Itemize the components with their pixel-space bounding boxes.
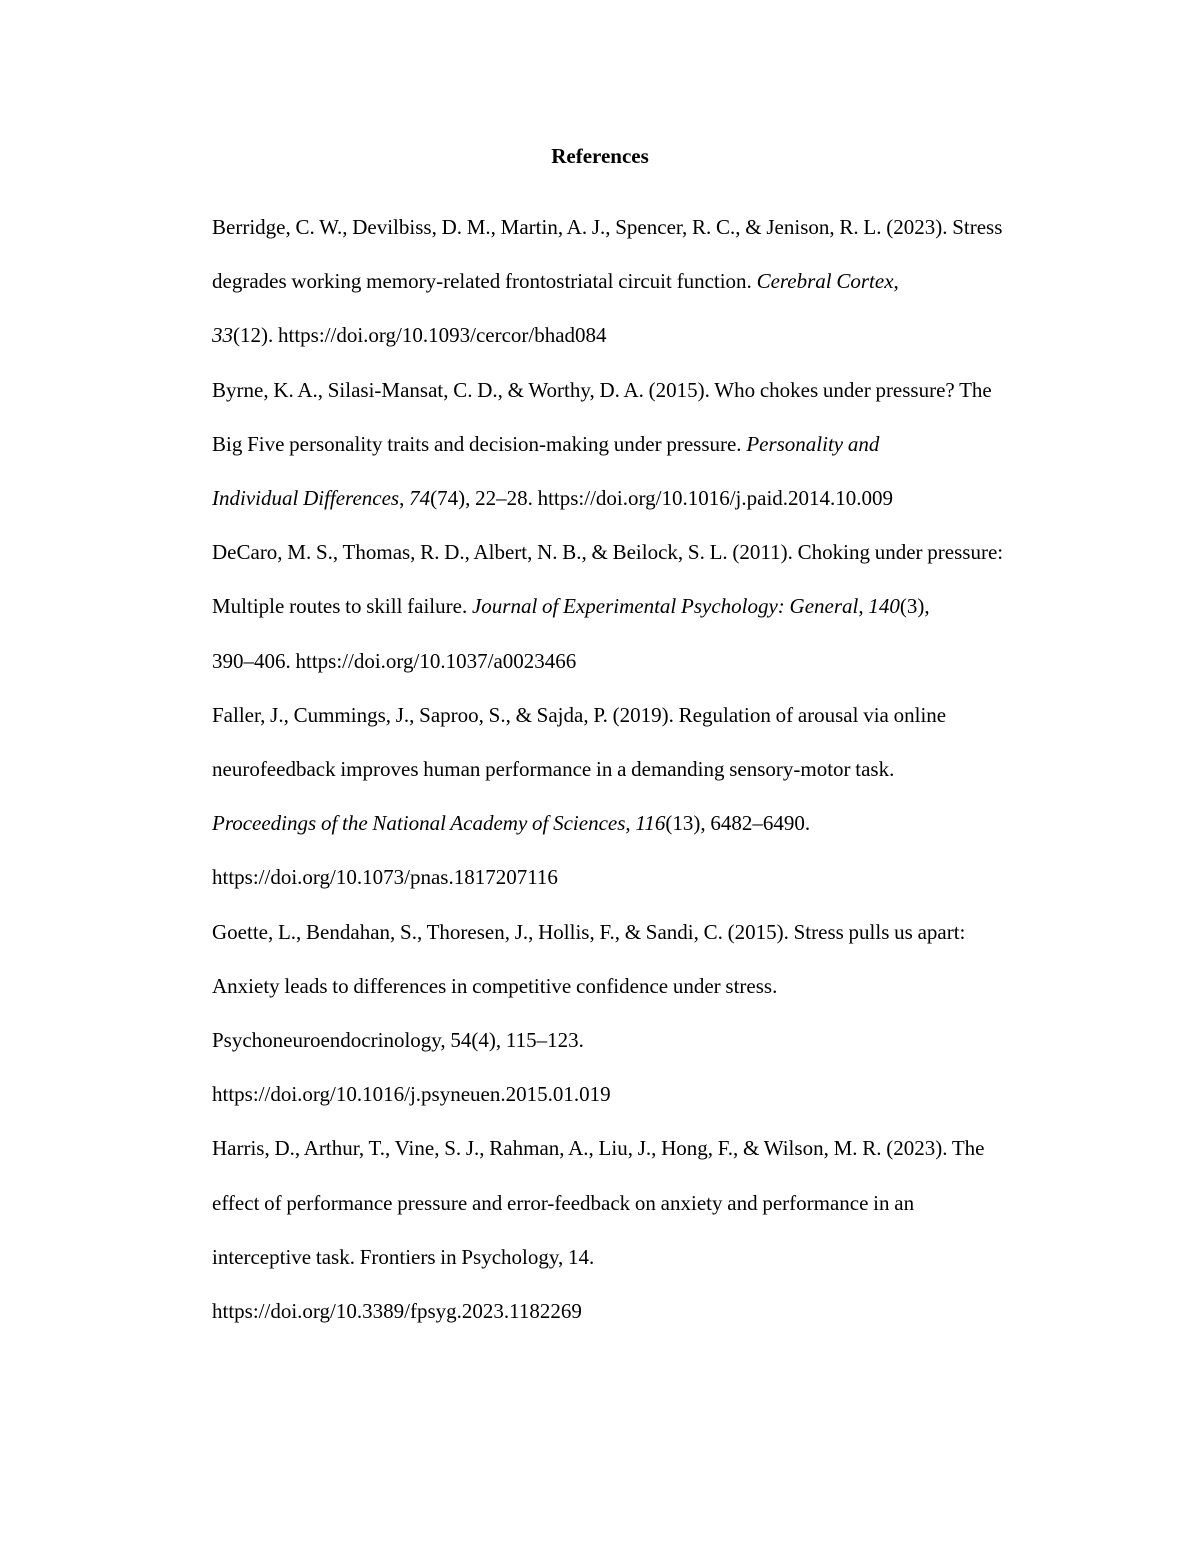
reference-text: https://doi.org/10.1073/pnas.1817207116 (212, 865, 558, 890)
page-title: References (551, 144, 649, 168)
reference-continuation-line (212, 579, 1042, 633)
italic-text: Proceedings of the National Academy of Sciences (212, 811, 626, 836)
reference-entry (142, 905, 1042, 1122)
reference-text: (74), 22–28. https://doi.org/10.1016/j.paid.2014.10.009 (430, 486, 894, 511)
reference-text: 390–406. https://doi.org/10.1037/a0023466 (212, 648, 577, 673)
reference-first-line (212, 688, 1042, 742)
reference-continuation-line (212, 417, 1042, 471)
reference-continuation-line (212, 1013, 1042, 1067)
reference-text: interceptive task. Frontiers in Psychology, 14. (212, 1244, 595, 1269)
reference-continuation-line (212, 742, 1042, 796)
reference-text: (13), 6482–6490. (665, 811, 811, 836)
reference-first-line (212, 525, 1042, 579)
reference-entry (142, 200, 1042, 363)
reference-text: , (858, 594, 869, 619)
reference-continuation-line (212, 1230, 1042, 1284)
reference-continuation-line (212, 634, 1042, 688)
italic-text: Personality and (746, 431, 880, 456)
reference-first-line (212, 200, 1042, 254)
reference-continuation-line (212, 796, 1042, 850)
reference-text: , (625, 811, 636, 836)
reference-text: https://doi.org/10.1016/j.psyneuen.2015.01.019 (212, 1082, 611, 1107)
reference-entry (142, 525, 1042, 688)
reference-first-line (212, 363, 1042, 417)
reference-text: neurofeedback improves human performance in a demanding sensory-motor task. (212, 757, 895, 782)
reference-text: Big Five personality traits and decision-making under pressure. (212, 431, 747, 456)
italic-text: 33 (212, 323, 233, 348)
reference-continuation-line (212, 1176, 1042, 1230)
reference-first-line (212, 905, 1042, 959)
reference-continuation-line (212, 850, 1042, 904)
reference-continuation-line (212, 254, 1042, 308)
reference-text: degrades working memory-related frontostriatal circuit function. (212, 269, 757, 294)
reference-text: Multiple routes to skill failure. (212, 594, 472, 619)
italic-text: Individual Differences (212, 486, 400, 511)
reference-text: Anxiety leads to differences in competitive confidence under stress. (212, 973, 778, 998)
reference-text: (3), (899, 594, 930, 619)
reference-text: Faller, J., Cummings, J., Saproo, S., & Sajda, P. (2019). Regulation of arousal via online (212, 702, 947, 727)
reference-text: Byrne, K. A., Silasi-Mansat, C. D., & Worthy, D. A. (2015). Who chokes under pressure? The (212, 377, 992, 402)
reference-text: , (399, 486, 410, 511)
reference-list (142, 200, 1042, 1338)
reference-text: Berridge, C. W., Devilbiss, D. M., Martin, A. J., Spencer, R. C., & Jenison, R. L. (2023). Stress (212, 215, 1003, 239)
italic-text: Cerebral Cortex (756, 269, 894, 294)
italic-text: 74 (409, 486, 431, 511)
reference-entry (142, 363, 1042, 526)
reference-text: Psychoneuroendocrinology, 54(4), 115–123. (212, 1028, 584, 1053)
reference-text: Harris, D., Arthur, T., Vine, S. J., Rahman, A., Liu, J., Hong, F., & Wilson, M. R. (2023). The (212, 1136, 985, 1161)
reference-text: DeCaro, M. S., Thomas, R. D., Albert, N. B., & Beilock, S. L. (2011). Choking under pressure: (212, 540, 1004, 565)
reference-text: effect of performance pressure and error-feedback on anxiety and performance in an (212, 1190, 915, 1215)
reference-entry (142, 688, 1042, 905)
reference-continuation-line (212, 1067, 1042, 1121)
reference-text: https://doi.org/10.3389/fpsyg.2023.1182269 (212, 1299, 582, 1324)
italic-text: 116 (635, 811, 666, 836)
italic-text: Journal of Experimental Psychology: General (471, 594, 859, 619)
reference-continuation-line (212, 471, 1042, 525)
reference-first-line (212, 1121, 1042, 1175)
reference-text: Goette, L., Bendahan, S., Thoresen, J., Hollis, F., & Sandi, C. (2015). Stress pulls us apart: (212, 919, 966, 944)
reference-text: , (893, 269, 899, 294)
reference-entry (142, 1121, 1042, 1338)
reference-continuation-line (212, 959, 1042, 1013)
reference-continuation-line (212, 308, 1042, 362)
reference-continuation-line (212, 1284, 1042, 1338)
italic-text: 140 (868, 594, 900, 619)
reference-text: (12). https://doi.org/10.1093/cercor/bhad084 (233, 323, 607, 348)
